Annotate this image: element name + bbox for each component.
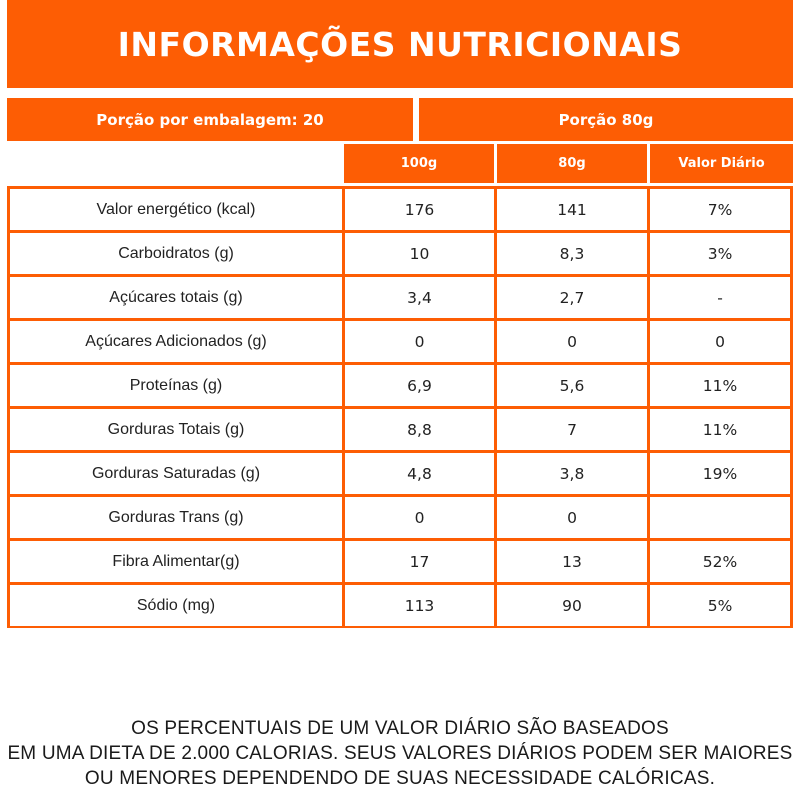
column-header-100g: 100g: [344, 144, 494, 183]
row-label: Proteínas (g): [10, 365, 342, 406]
value-80g: 0: [497, 321, 647, 362]
footnote-line: EM UMA DIETA DE 2.000 CALORIAS. SEUS VALORES DIÁRIOS PODEM SER MAIORES: [7, 743, 793, 764]
value-80g: 3,8: [497, 453, 647, 494]
column-header-80g: 80g: [497, 144, 647, 183]
value-daily: 3%: [650, 233, 790, 274]
value-daily: [650, 497, 790, 538]
serving-per-package: Porção por embalagem: 20: [7, 98, 413, 141]
value-100g: 10: [345, 233, 494, 274]
value-80g: 0: [497, 497, 647, 538]
value-daily: 0: [650, 321, 790, 362]
value-100g: 3,4: [345, 277, 494, 318]
row-label: Gorduras Trans (g): [10, 497, 342, 538]
value-100g: 0: [345, 497, 494, 538]
value-80g: 8,3: [497, 233, 647, 274]
row-label: Açúcares Adicionados (g): [10, 321, 342, 362]
value-100g: 4,8: [345, 453, 494, 494]
page-title: INFORMAÇÕES NUTRICIONAIS: [7, 0, 793, 88]
row-label: Gorduras Totais (g): [10, 409, 342, 450]
footnote-line: OU MENORES DEPENDENDO DE SUAS NECESSIDADE CALÓRICAS.: [84, 768, 716, 789]
row-label: Fibra Alimentar(g): [10, 541, 342, 582]
value-100g: 6,9: [345, 365, 494, 406]
row-label: Carboidratos (g): [10, 233, 342, 274]
value-80g: 90: [497, 585, 647, 626]
value-daily: -: [650, 277, 790, 318]
row-label: Sódio (mg): [10, 585, 342, 626]
value-100g: 176: [345, 189, 494, 230]
column-header-daily-value: Valor Diário: [650, 144, 793, 183]
serving-size: Porção 80g: [419, 98, 793, 141]
value-80g: 5,6: [497, 365, 647, 406]
value-daily: 5%: [650, 585, 790, 626]
value-100g: 113: [345, 585, 494, 626]
row-label: Açúcares totais (g): [10, 277, 342, 318]
value-daily: 19%: [650, 453, 790, 494]
value-80g: 7: [497, 409, 647, 450]
nutrition-table: [7, 186, 793, 628]
value-daily: 52%: [650, 541, 790, 582]
value-daily: 11%: [650, 365, 790, 406]
value-100g: 0: [345, 321, 494, 362]
value-daily: 7%: [650, 189, 790, 230]
value-100g: 8,8: [345, 409, 494, 450]
footnote-line: OS PERCENTUAIS DE UM VALOR DIÁRIO SÃO BASEADOS: [131, 718, 669, 739]
value-100g: 17: [345, 541, 494, 582]
value-80g: 2,7: [497, 277, 647, 318]
row-label: Gorduras Saturadas (g): [10, 453, 342, 494]
footnote: [0, 716, 800, 791]
value-daily: 11%: [650, 409, 790, 450]
value-80g: 141: [497, 189, 647, 230]
row-label: Valor energético (kcal): [10, 189, 342, 230]
value-80g: 13: [497, 541, 647, 582]
